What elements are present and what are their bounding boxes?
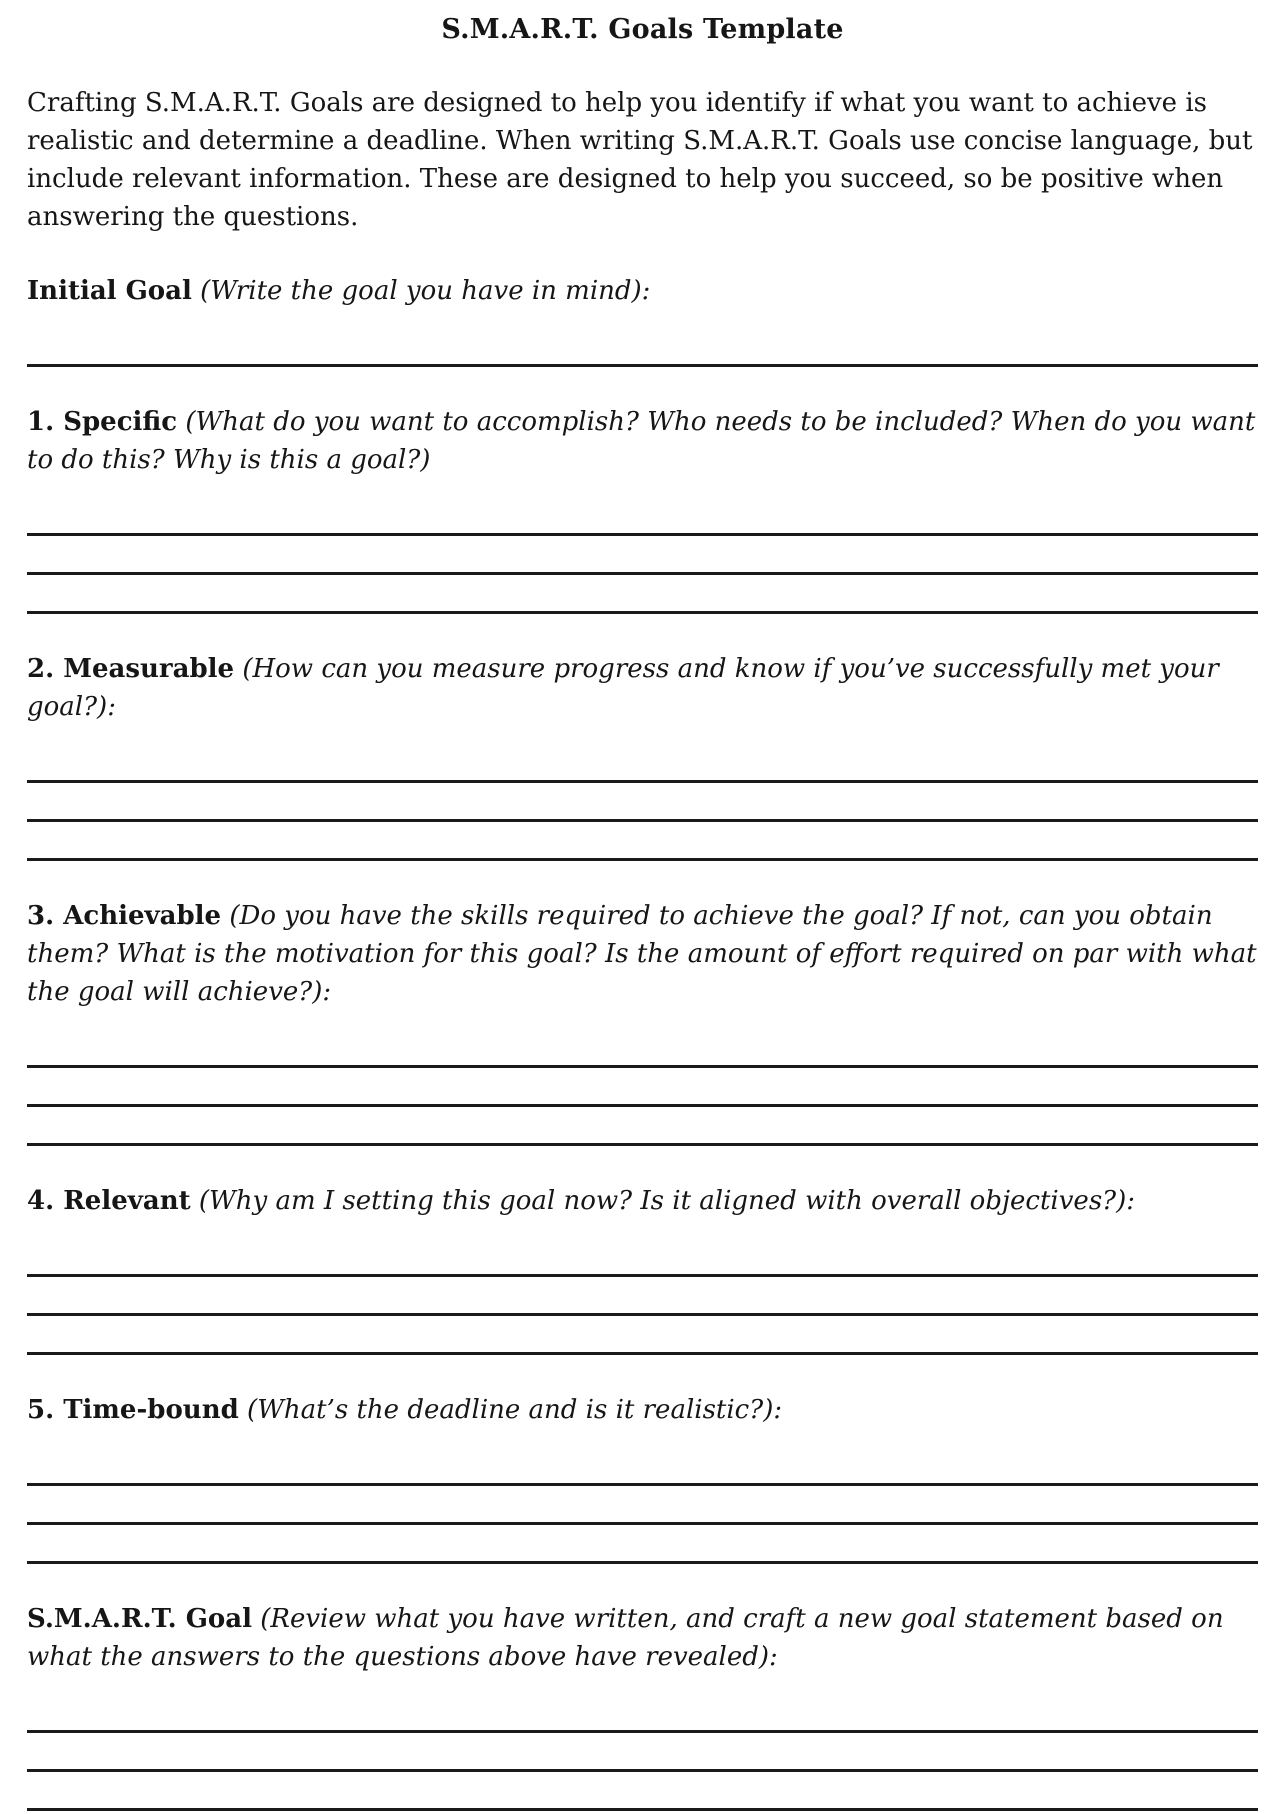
section-heading [27,272,1258,310]
form-section [27,403,1258,614]
section-hint: (Review what you have written, and craft a new goal statement based on what the answers to the questions above have revealed): [27,1604,1224,1672]
section-label: 4. Relevant [27,1186,191,1216]
form-section [27,650,1258,861]
section-heading [27,650,1258,726]
writing-line [27,1107,1258,1146]
section-heading [27,1182,1258,1220]
writing-line [27,1772,1258,1811]
form-section [27,1182,1258,1355]
section-heading [27,403,1258,479]
writing-line [27,783,1258,822]
section-hint: (What’s the deadline and is it realistic?): [247,1395,783,1425]
answer-lines [27,1238,1258,1355]
answer-lines [27,1694,1258,1811]
section-hint: (Write the goal you have in mind): [200,276,651,306]
writing-line [27,1068,1258,1107]
writing-line [27,575,1258,614]
intro-paragraph: Crafting S.M.A.R.T. Goals are designed to help you identify if what you want to achieve is realistic and determine a deadline. When writing S.M.A.R.T. Goals use concise language, but include relevant information. These are designed to help you succeed, so be positive when answering the questions. [27,88,1253,232]
writing-line [27,1447,1258,1486]
form-sections [27,272,1258,1811]
answer-lines [27,328,1258,367]
writing-line [27,497,1258,536]
answer-lines [27,1029,1258,1146]
section-hint: (Why am I setting this goal now? Is it aligned with overall objectives?): [198,1186,1136,1216]
section-label: 3. Achievable [27,901,222,931]
section-label: 5. Time-bound [27,1395,239,1425]
writing-line [27,1486,1258,1525]
answer-lines [27,497,1258,614]
form-section [27,1391,1258,1564]
writing-line [27,1694,1258,1733]
writing-line [27,744,1258,783]
writing-line [27,1029,1258,1068]
section-label: S.M.A.R.T. Goal [27,1604,252,1634]
writing-line [27,822,1258,861]
writing-line [27,328,1258,367]
writing-line [27,1525,1258,1564]
section-heading [27,1391,1258,1429]
section-label: Initial Goal [27,276,192,306]
section-heading [27,1600,1258,1676]
section-hint: (Do you have the skills required to achieve the goal? If not, can you obtain them? What is the motivation for this goal? Is the amount of effort required on par with what the goal will achieve?): [27,901,1257,1007]
writing-line [27,536,1258,575]
writing-line [27,1277,1258,1316]
section-hint: (How can you measure progress and know if you’ve successfully met your goal?): [27,654,1219,722]
answer-lines [27,744,1258,861]
writing-line [27,1733,1258,1772]
form-section [27,1600,1258,1811]
section-label: 2. Measurable [27,654,235,684]
form-section [27,272,1258,367]
section-heading [27,897,1258,1011]
form-section [27,897,1258,1146]
writing-line [27,1238,1258,1277]
page-title: S.M.A.R.T. Goals Template [441,14,844,45]
writing-line [27,1316,1258,1355]
section-label: 1. Specific [27,407,178,437]
section-hint: (What do you want to accomplish? Who needs to be included? When do you want to do this? Why is this a goal?) [27,407,1256,475]
answer-lines [27,1447,1258,1564]
